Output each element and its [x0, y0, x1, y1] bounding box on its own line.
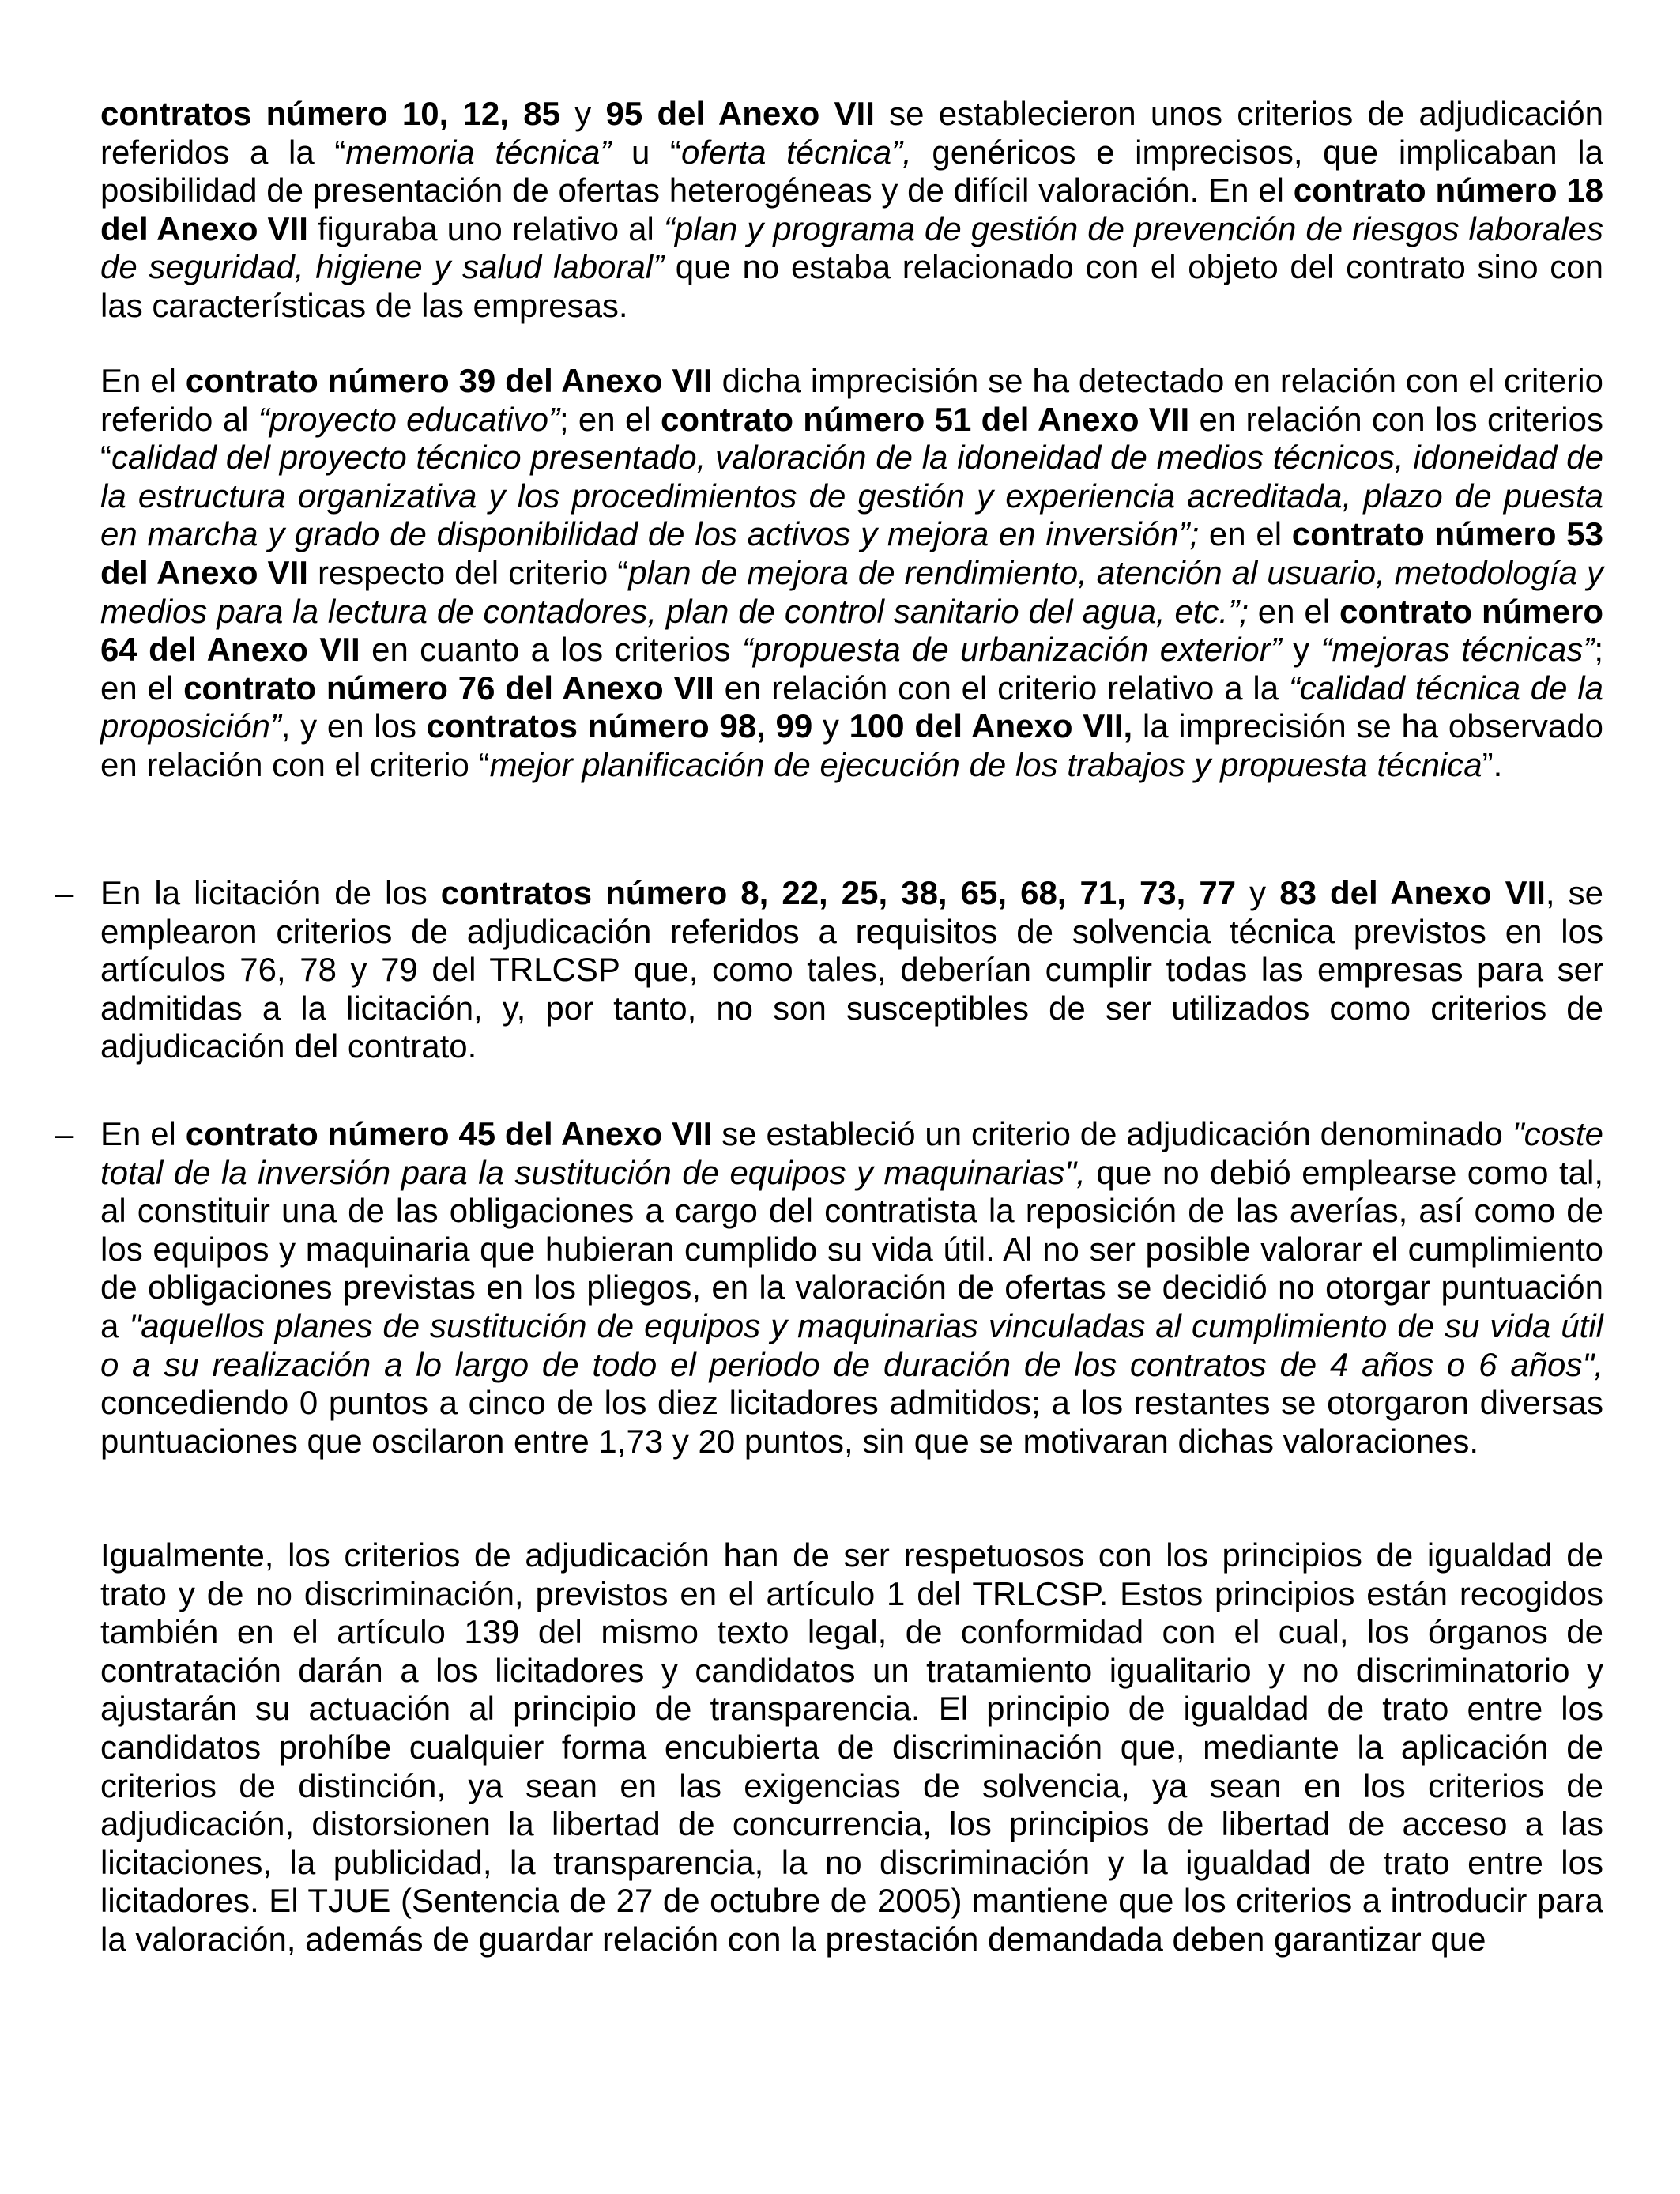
text-run: contrato número 18 del Anexo VII [100, 172, 1603, 247]
text-run: contrato número 53 del Anexo VII [100, 515, 1603, 591]
text-run: , y en los [281, 707, 427, 745]
text-run: que no debió emplearse como tal, al constituir una de las obligaciones a cargo del contratista la reposición de las averías, así como de los equipos y maquinaria que hubieran cumplido su vida útil. Al no ser posible valorar el cumplimiento de obligaciones previstas en los pliegos, en la valoración de ofertas se decidió no otorgar puntuación a [100, 1153, 1603, 1344]
text-run: y [1281, 631, 1321, 669]
paragraph-5 [100, 1536, 1603, 1959]
text-run: En el [100, 1115, 186, 1152]
text-run: ; en el [100, 631, 1603, 707]
text-run: contrato número 45 del Anexo VII [185, 1115, 713, 1152]
text-run: se establecieron unos criterios de adjudicación referidos a la “ [100, 95, 1604, 171]
text-run: “proyecto educativo” [258, 400, 559, 438]
text-run: “mejoras técnicas” [1320, 631, 1595, 669]
text-run: Igualmente, los criterios de adjudicación han de ser respetuosos con los principios de igualdad de trato y de no discriminación, previstos en el artículo 1 del TRLCSP. Estos principios están recogidos también en el artículo 139 del mismo texto legal, de conformidad con el cual, los órganos de contratación darán a los licitadores y candidatos un tratamiento igualitario y no discriminatorio y ajustarán su actuación al principio de transparencia. El principio de igualdad de trato entre los candidatos prohíbe cualquier forma encubierta de discriminación que, mediante la aplicación de criterios de distinción, ya sean en las exigencias de solvencia, ya sean en los criterios de adjudicación, distorsionen la libertad de concurrencia, los principios de libertad de acceso a las licitaciones, la publicidad, la transparencia, la no discriminación y la igualdad de trato entre los licitadores. El TJUE (Sentencia de 27 de octubre de 2005) mantiene que los criterios a introducir para la valoración, además de guardar relación con la prestación demandada deben garantizar que [100, 1536, 1603, 1958]
text-run: en cuanto a los criterios [360, 631, 742, 669]
text-run: En la licitación de los [100, 874, 441, 911]
text-run: figuraba uno relativo al [307, 209, 664, 247]
text-run: , se emplearon criterios de adjudicación referidos a requisitos de solvencia técnica previstos en los artículos 76, 78 y 79 del TRLCSP que, como tales, deberían cumplir todas las empresas para ser admitidas a la licitación, y, por tanto, no son susceptibles de ser utilizados como criterios de adjudicación del contrato. [100, 874, 1603, 1065]
bullet-dash: – [55, 1115, 74, 1152]
text-run: ; en el [559, 400, 661, 438]
text-run: concediendo 0 puntos a cinco de los diez licitadores admitidos; a los restantes se otorgaron diversas puntuaciones que oscilaron entre 1,73 y 20 puntos, sin que se motivaran dichas valoraciones. [100, 1384, 1603, 1460]
text-run: 83 del Anexo VII [1279, 874, 1546, 911]
bullet-paragraph-2 [100, 1115, 1603, 1461]
text-run: memoria técnica” [345, 133, 612, 171]
text-run: contrato número 39 del Anexo VII [185, 362, 713, 399]
bullet-paragraph-1 [100, 874, 1603, 1066]
text-run: mejor planificación de ejecución de los trabajos y propuesta técnica [489, 745, 1482, 783]
text-run: en relación con los criterios “ [100, 400, 1603, 477]
text-run: "coste total de la inversión para la sustitución de equipos y maquinarias", [100, 1115, 1603, 1191]
text-run: 100 del Anexo VII, [849, 707, 1133, 745]
text-run: 95 del Anexo VII [605, 95, 875, 132]
text-run: en el [1199, 515, 1292, 553]
text-run: se estableció un criterio de adjudicación denominado [712, 1115, 1512, 1152]
text-run: respecto del criterio “ [307, 553, 629, 591]
text-run: y [812, 707, 849, 745]
text-run: genéricos e imprecisos, que implicaban la posibilidad de presentación de ofertas heterogéneas y de difícil valoración. En el [100, 133, 1603, 209]
text-run: En el [100, 362, 186, 399]
text-run: contrato número 51 del Anexo VII [660, 400, 1190, 438]
text-run: plan de mejora de rendimiento, atención al usuario, metodología y medios para la lectura de contadores, plan de control sanitario del agua, etc.”; [100, 553, 1603, 630]
text-run: contrato número 64 del Anexo VII [100, 592, 1603, 669]
text-run: contratos número 8, 22, 25, 38, 65, 68, 71, 73, 77 [440, 874, 1237, 911]
paragraph-1 [100, 95, 1603, 326]
text-run: calidad del proyecto técnico presentado, valoración de la idoneidad de medios técnicos, idoneidad de la estructura organizativa y los procedimientos de gestión y experiencia acreditada, plazo de puesta en marcha y grado de disponibilidad de los activos y mejora en inversión”; [100, 439, 1603, 553]
text-run: oferta técnica”, [681, 133, 912, 171]
text-run: "aquellos planes de sustitución de equipos y maquinarias vinculadas al cumplimiento de su vida útil o a su realización a lo largo de todo el periodo de duración de los contratos de 4 años o 6 años", [100, 1306, 1604, 1383]
text-run: y [559, 95, 606, 132]
text-run: contrato número 76 del Anexo VII [183, 669, 714, 707]
text-run: contratos número 10, 12, 85 [100, 95, 560, 132]
text-run: contratos número 98, 99 [426, 707, 813, 745]
text-run: en relación con el criterio relativo a la [714, 669, 1289, 707]
text-run: y [1236, 874, 1280, 911]
text-run: “calidad técnica de la proposición” [100, 669, 1603, 745]
text-run: la imprecisión se ha observado en relación con el criterio “ [100, 707, 1603, 783]
text-run: que no estaba relacionado con el objeto del contrato sino con las características de las empresas. [100, 248, 1603, 324]
text-run: ”. [1482, 745, 1503, 783]
text-run: u “ [611, 133, 682, 171]
bullet-dash: – [55, 874, 74, 911]
text-run: dicha imprecisión se ha detectado en relación con el criterio referido al [100, 362, 1603, 438]
paragraph-2 [100, 362, 1603, 785]
text-run: “propuesta de urbanización exterior” [741, 631, 1282, 669]
text-run: “plan y programa de gestión de prevención de riesgos laborales de seguridad, higiene y salud laboral” [100, 209, 1603, 286]
text-run: en el [1248, 592, 1340, 630]
